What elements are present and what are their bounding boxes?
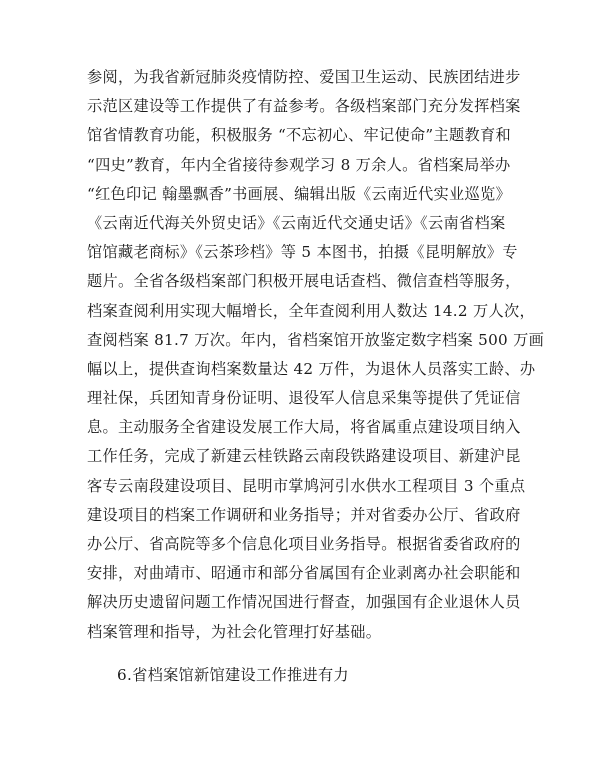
body-paragraph	[87, 63, 545, 647]
paragraph-line-4: “四史”教育，年内全省接待参观学习 8 万余人。省档案局举办	[87, 155, 511, 174]
paragraph-line-7: 馆馆藏老商标》《云茶珍档》等 5 本图书，拍摄《昆明解放》专	[87, 243, 518, 262]
paragraph-line-3: 馆省情教育功能，积极服务 “不忘初心、牢记使命”主题教育和	[87, 126, 511, 145]
paragraph-line-8: 题片。全省各级档案部门积极开展电话查档、微信查档等服务，	[87, 272, 521, 291]
paragraph-line-12: 理社保，兵团知青身份证明、退役军人信息采集等提供了凭证信	[87, 389, 521, 408]
paragraph-line-10: 查阅档案 81.7 万次。年内，省档案馆开放鉴定数字档案 500 万画	[87, 330, 545, 349]
paragraph-line-11: 幅以上，提供查询档案数量达 42 万件，为退休人员落实工龄、办	[87, 359, 536, 378]
paragraph-line-2: 示范区建设等工作提供了有益参考。各级档案部门充分发挥档案	[87, 97, 521, 116]
paragraph-line-13: 息。主动服务全省建设发展工作大局，将省属重点建设项目纳入	[87, 418, 521, 437]
section-heading: 6.省档案馆新馆建设工作推进有力	[117, 666, 349, 684]
paragraph-line-19: 解决历史遗留问题工作情况国进行督查，加强国有企业退休人员	[87, 593, 521, 612]
paragraph-line-1: 参阅，为我省新冠肺炎疫情防控、爱国卫生运动、民族团结进步	[87, 68, 521, 86]
paragraph-line-9: 档案查阅利用实现大幅增长，全年查阅利用人数达 14.2 万人次，	[87, 301, 535, 320]
paragraph-line-18: 安排，对曲靖市、昭通市和部分省属国有企业剥离办社会职能和	[87, 564, 521, 583]
paragraph-line-20: 档案管理和指导，为社会化管理打好基础。	[87, 622, 382, 641]
paragraph-line-15: 客专云南段建设项目、昆明市掌鸠河引水供水工程项目 3 个重点	[87, 476, 526, 495]
paragraph-line-16: 建设项目的档案工作调研和业务指导；并对省委办公厅、省政府	[87, 505, 521, 524]
paragraph-line-6: 《云南近代海关外贸史话》《云南近代交通史话》《云南省档案	[87, 213, 506, 232]
paragraph-line-14: 工作任务，完成了新建云桂铁路云南段铁路建设项目、新建沪昆	[87, 447, 521, 466]
paragraph-line-5: “红色印记 翰墨飘香”书画展、编辑出版《云南近代实业巡览》	[87, 184, 511, 203]
paragraph-line-17: 办公厅、省高院等多个信息化项目业务指导。根据省委省政府的	[87, 535, 521, 553]
